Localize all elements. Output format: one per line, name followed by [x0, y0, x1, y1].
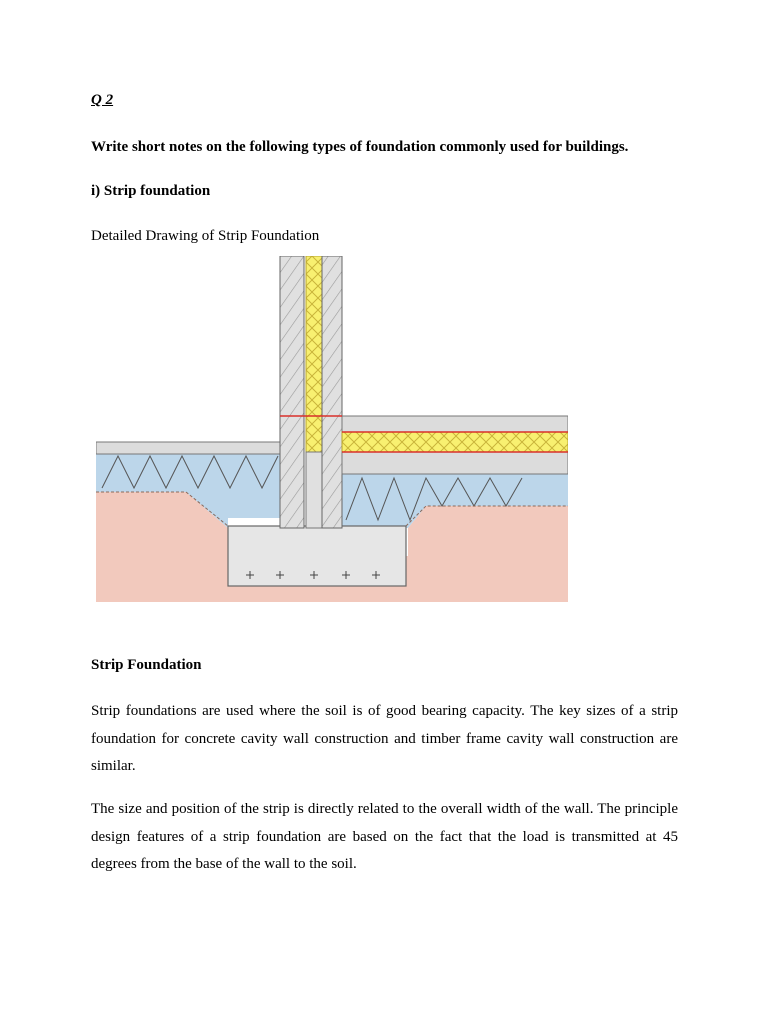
strip-footing: [228, 526, 406, 586]
figure-caption: Detailed Drawing of Strip Foundation: [91, 228, 320, 244]
right-floor: [342, 416, 568, 474]
section-title: Strip Foundation: [91, 657, 202, 673]
paragraph-2: The size and position of the strip is directly related to the overall width of the wall. The principle design features of a strip foundation are based on the fact that the load is transmitted at 45 degrees from the base of the wall to the soil.: [91, 801, 678, 872]
question-prompt: Write short notes on the following types of foundation commonly used for buildings.: [91, 139, 629, 155]
inner-leaf: [322, 256, 342, 528]
cavity-insulation: [306, 256, 322, 528]
strip-foundation-drawing: [96, 256, 568, 602]
left-slab: [96, 442, 280, 454]
subsection-heading: i) Strip foundation: [91, 183, 211, 199]
question-label: Q 2: [91, 92, 114, 108]
paragraph-1: Strip foundations are used where the soil is of good bearing capacity. The key sizes of a strip foundation for concrete cavity wall construction and timber frame cavity wall construction are similar.: [91, 703, 678, 774]
outer-leaf: [280, 256, 304, 528]
